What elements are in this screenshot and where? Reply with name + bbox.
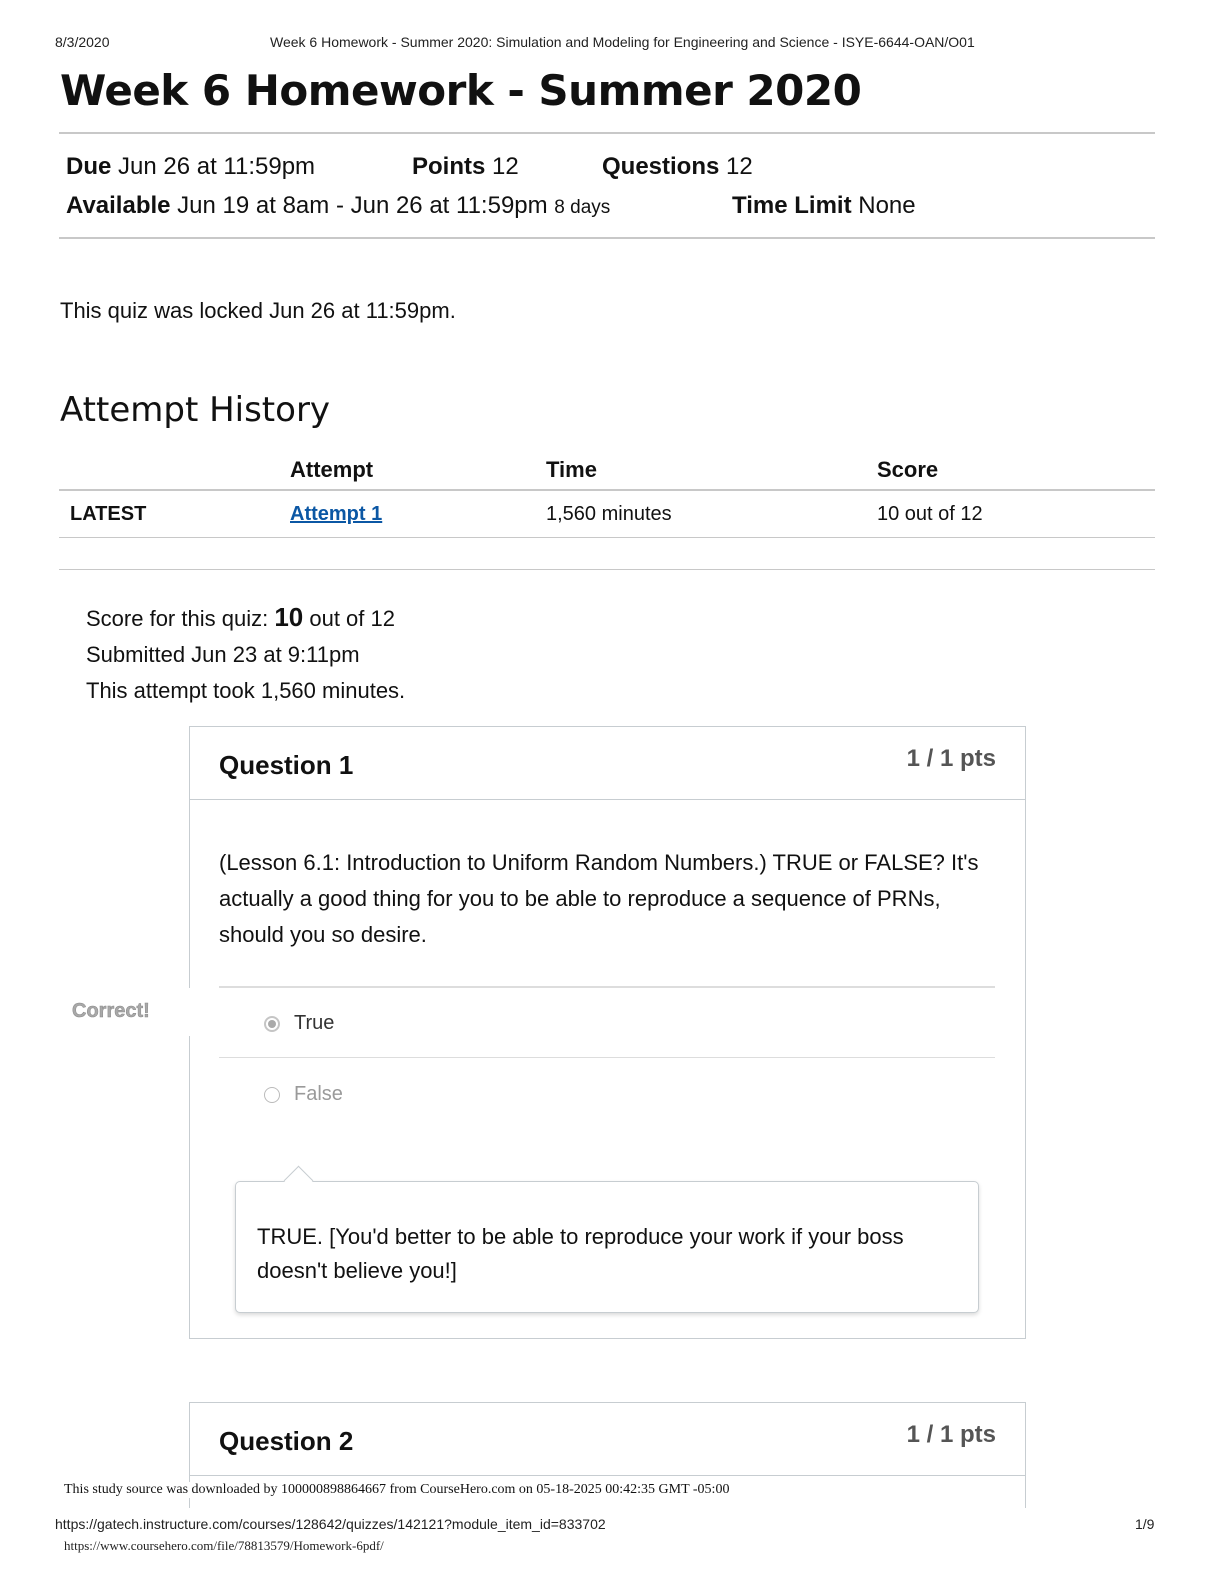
attempt-score: 10 out of 12: [877, 503, 983, 525]
radio-unselected-icon[interactable]: [264, 1087, 280, 1103]
question-card: [189, 1402, 1026, 1523]
score-value: 10: [274, 602, 304, 632]
correct-flag-gap: [150, 988, 191, 1036]
points-value: 12: [492, 153, 519, 180]
divider: [59, 537, 1155, 538]
study-source-note: This study source was downloaded by 100000898864667 from CourseHero.com on 05-18-2025 00:42:35 GMT -05:00: [64, 1482, 730, 1497]
answer-feedback: [235, 1181, 979, 1313]
feedback-text: TRUE. [You'd better to be able to reproduce your work if your boss doesn't believe you!]: [257, 1224, 904, 1283]
divider: [59, 237, 1155, 239]
question-title: Question 1: [219, 750, 354, 780]
question-title: Question 2: [219, 1426, 354, 1456]
questions-value: 12: [726, 153, 753, 180]
questions-label: Questions: [602, 153, 720, 180]
correct-flag: Correct!: [72, 1000, 150, 1022]
question-header: [190, 1403, 1025, 1476]
attempt-history-heading: Attempt History: [60, 390, 331, 430]
question-points: 1 / 1 pts: [906, 1421, 996, 1448]
time-limit-info: [732, 192, 916, 220]
print-page-title: Week 6 Homework - Summer 2020: Simulation and Modeling for Engineering and Science - ISYE-6644-OAN/O01: [270, 34, 975, 50]
column-header-attempt: Attempt: [290, 457, 374, 482]
attempt-time: 1,560 minutes: [546, 503, 672, 525]
score-suffix: out of 12: [309, 606, 395, 631]
due-info: [66, 153, 315, 181]
print-date: 8/3/2020: [55, 34, 110, 50]
page-number: 1/9: [1135, 1516, 1155, 1532]
available-label: Available: [66, 192, 171, 219]
due-value: Jun 26 at 11:59pm: [118, 153, 316, 180]
question-text: (Lesson 6.1: Introduction to Uniform Random Numbers.) TRUE or FALSE? It's actually a good thing for you to be able to reproduce a sequence of PRNs, should you so desire.: [219, 850, 979, 947]
footer-url: https://gatech.instructure.com/courses/128642/quizzes/142121?module_item_id=833702: [55, 1516, 606, 1532]
time-limit-value: None: [858, 192, 916, 219]
answer-label: False: [294, 1083, 343, 1105]
answer-option-false[interactable]: [264, 1083, 343, 1106]
time-limit-label: Time Limit: [732, 192, 852, 219]
question-points: 1 / 1 pts: [906, 745, 996, 772]
available-value: Jun 19 at 8am - Jun 26 at 11:59pm: [177, 192, 548, 219]
points-label: Points: [412, 153, 486, 180]
locked-message: This quiz was locked Jun 26 at 11:59pm.: [60, 298, 456, 323]
column-header-time: Time: [546, 457, 597, 482]
question-card: [189, 726, 1026, 1339]
questions-info: [602, 153, 753, 181]
quiz-score: [86, 602, 395, 633]
due-label: Due: [66, 153, 112, 180]
score-prefix: Score for this quiz:: [86, 606, 269, 631]
divider: [59, 569, 1155, 570]
attempt-link[interactable]: Attempt 1: [290, 503, 383, 525]
answer-label: True: [294, 1012, 335, 1034]
question-header: [190, 727, 1025, 800]
duration-text: This attempt took 1,560 minutes.: [86, 678, 406, 703]
latest-label: LATEST: [70, 503, 147, 525]
source-url: https://www.coursehero.com/file/78813579/Homework-6pdf/: [64, 1538, 384, 1553]
points-info: [412, 153, 519, 181]
feedback-caret: [284, 1166, 314, 1196]
radio-selected-icon[interactable]: [264, 1016, 280, 1032]
answer-option-true[interactable]: [264, 1012, 334, 1035]
submitted-text: Submitted Jun 23 at 9:11pm: [86, 642, 360, 667]
column-header-score: Score: [877, 457, 939, 482]
table-header-divider: [59, 489, 1155, 491]
available-info: [66, 192, 610, 220]
page-title: Week 6 Homework - Summer 2020: [60, 66, 862, 115]
divider: [59, 132, 1155, 134]
divider: [219, 1057, 995, 1058]
divider: [219, 986, 995, 988]
available-days: 8 days: [554, 197, 611, 218]
